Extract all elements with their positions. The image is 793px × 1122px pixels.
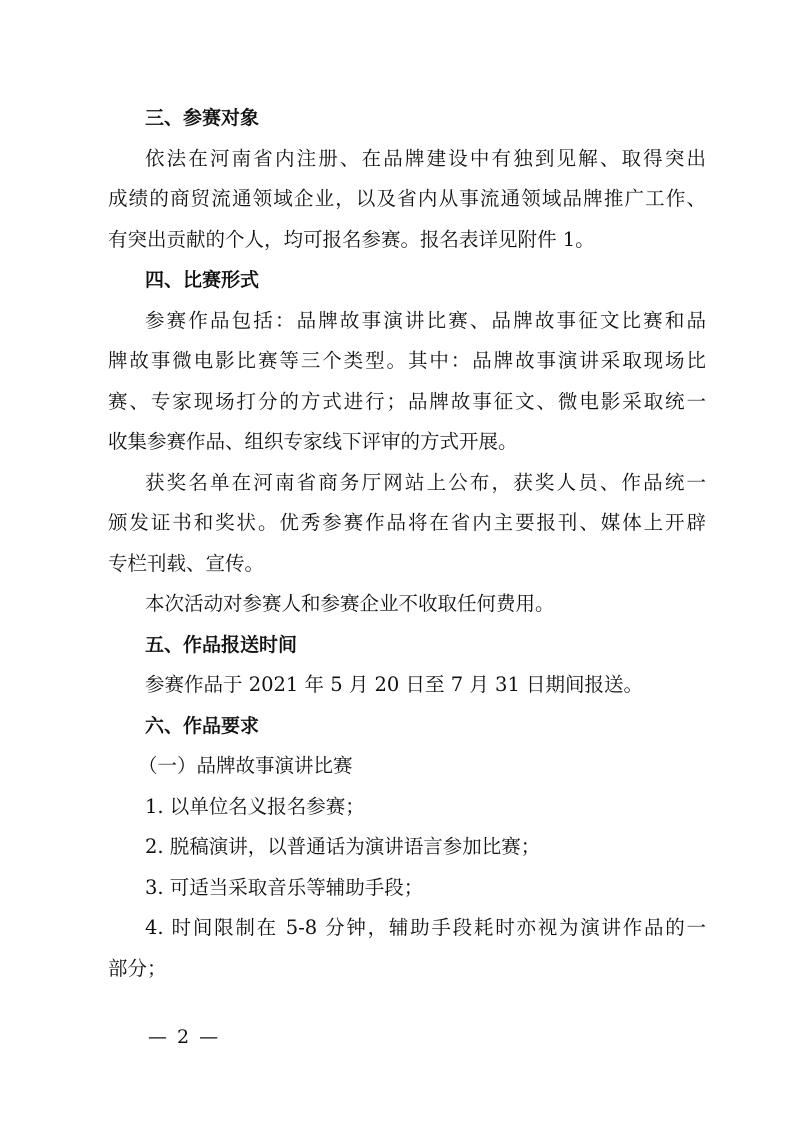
section-heading-5: 五、作品报送时间 [145,633,298,656]
list-item-continuation: 部分； [108,956,167,980]
page-number: — 2 — [148,1026,221,1048]
paragraph-line: 获奖名单在河南省商务厅网站上公布，获奖人员、作品统一 [145,470,706,494]
list-item: 3. 可适当采取音乐等辅助手段； [145,875,424,899]
paragraph-line: 有突出贡献的个人，均可报名参赛。报名表详见附件 1。 [108,227,595,251]
paragraph-line: 依法在河南省内注册、在品牌建设中有独到见解、取得突出 [145,146,706,170]
section-heading-4: 四、比赛形式 [145,269,260,291]
paragraph-line: 赛、专家现场打分的方式进行；品牌故事征文、微电影采取统一 [108,389,706,413]
paragraph-line: 参赛作品于 2021 年 5 月 20 日至 7 月 31 日期间报送。 [145,673,644,696]
document-body [108,98,706,989]
section-heading-3: 三、参赛对象 [145,107,260,129]
subsection-heading: （一）品牌故事演讲比赛 [138,754,353,777]
list-item: 4. 时间限制在 5-8 分钟，辅助手段耗时亦视为演讲作品的一 [145,916,706,939]
paragraph-line: 颁发证书和奖状。优秀参赛作品将在省内主要报刊、媒体上开辟 [108,511,706,534]
section-heading-6: 六、作品要求 [145,714,260,737]
list-item: 1. 以单位名义报名参赛； [145,794,365,818]
paragraph-line: 专栏刊载、宣传。 [108,551,265,575]
paragraph-line: 收集参赛作品、组织专家线下评审的方式开展。 [108,430,518,453]
paragraph-line: 参赛作品包括：品牌故事演讲比赛、品牌故事征文比赛和品 [145,308,706,332]
paragraph-line: 成绩的商贸流通领域企业，以及省内从事流通领域品牌推广工作、 [108,187,706,210]
paragraph-line: 本次活动对参赛人和参赛企业不收取任何费用。 [145,592,555,615]
paragraph-line: 牌故事微电影比赛等三个类型。其中：品牌故事演讲采取现场比 [108,349,706,372]
list-item: 2. 脱稿演讲，以普通话为演讲语言参加比赛； [145,835,541,858]
